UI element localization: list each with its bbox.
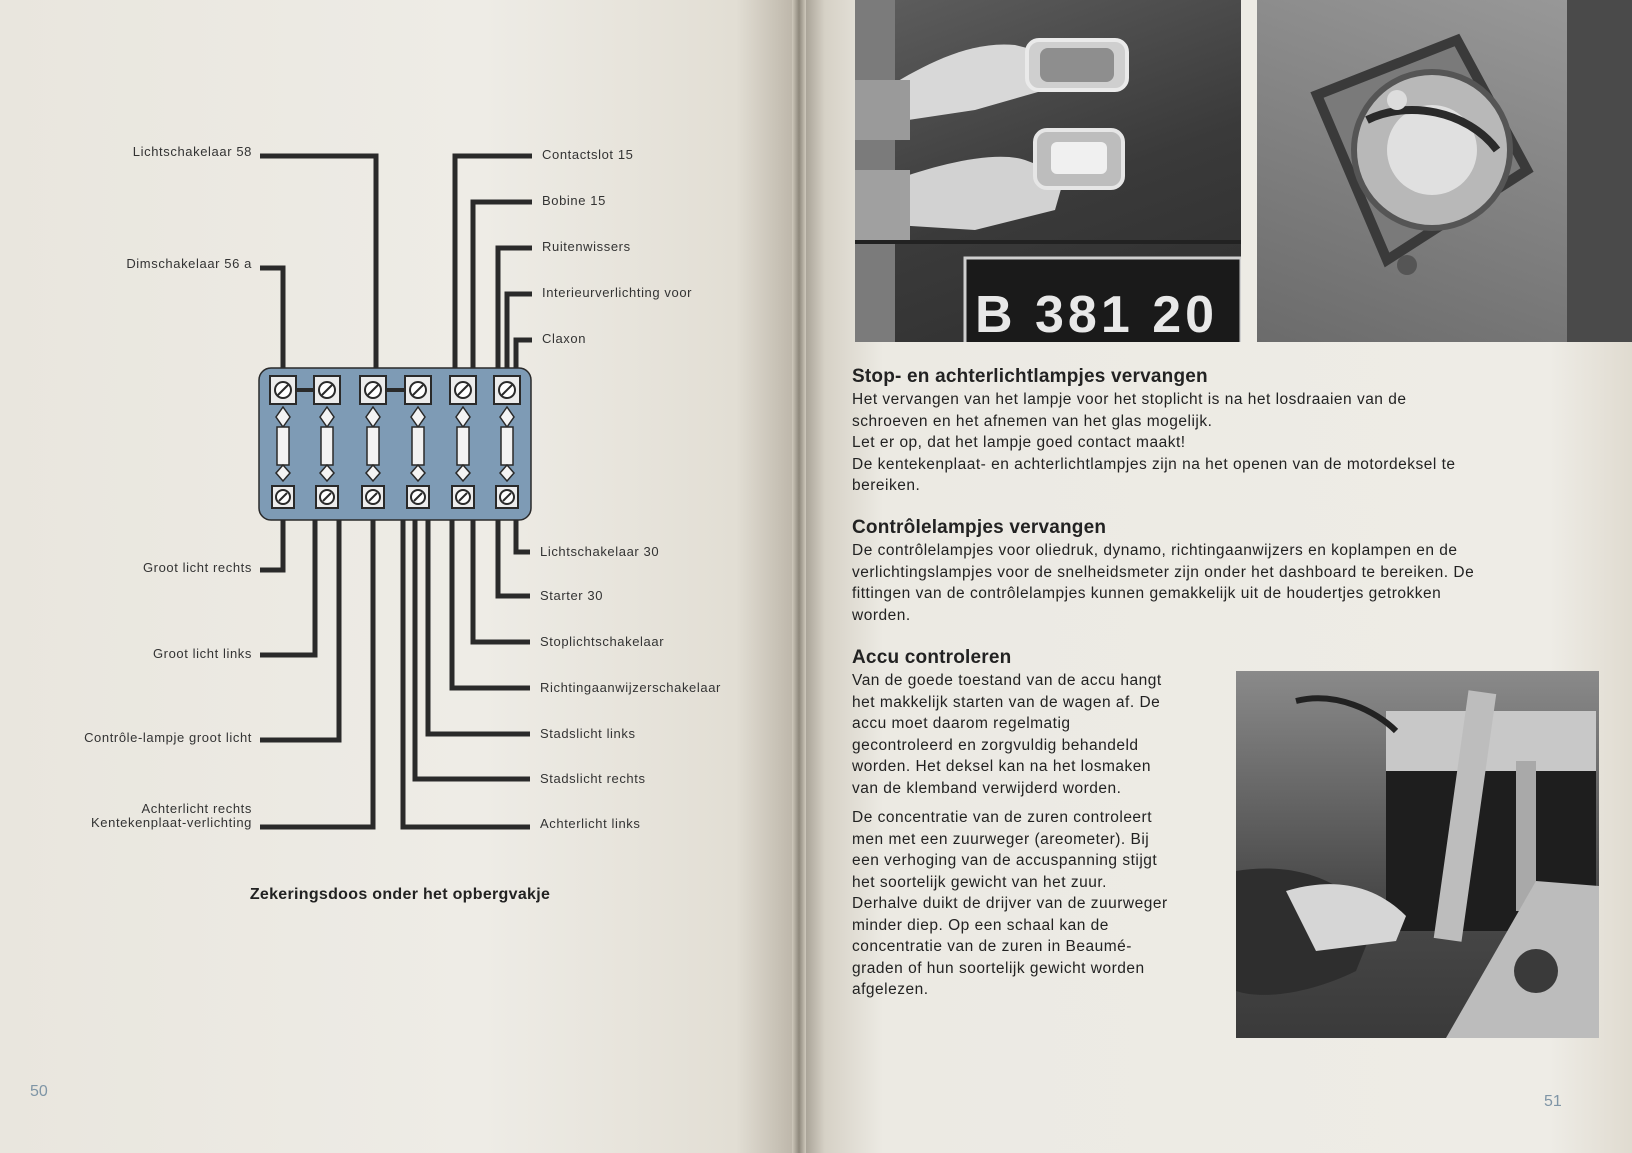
photo-battery bbox=[1236, 671, 1599, 1038]
book-gutter bbox=[792, 0, 806, 1153]
label-controle-lampje: Contrôle-lampje groot licht bbox=[84, 730, 252, 745]
label-achterlicht-links: Achterlicht links bbox=[540, 816, 641, 831]
paragraph: De kentekenplaat- en achterlichtlampjes zijn na het openen van de motordeksel te bereiken. bbox=[852, 455, 1456, 494]
label-ruitenwissers: Ruitenwissers bbox=[542, 239, 631, 254]
label-groot-licht-links: Groot licht links bbox=[152, 646, 252, 661]
label-stadslicht-links: Stadslicht links bbox=[540, 726, 636, 741]
right-page bbox=[800, 0, 1632, 1153]
fuse-box-diagram bbox=[0, 0, 800, 880]
label-kentekenplaat: Kentekenplaat-verlichting bbox=[91, 815, 252, 830]
paragraph: De concentratie van de zuren controleert men met een zuurweger (areometer). Bij een verhoging van de accuspanning stijgt het soortelijk gewicht van het zuur. Derhalve duikt de drijver van de zuurweger minder diep. Op een schaal kan de concentratie van de zuren in Beaumé-graden of hun soortelijk gewicht worden afgelezen. bbox=[852, 809, 1168, 998]
label-dimschakelaar: Dimschakelaar 56 a bbox=[126, 256, 252, 271]
label-achterlicht-rechts: Achterlicht rechts bbox=[141, 801, 252, 816]
label-stoplichtschakelaar: Stoplichtschakelaar bbox=[540, 634, 665, 649]
section-stop-achterlicht bbox=[852, 365, 1484, 497]
wire-stoplicht bbox=[473, 508, 530, 642]
heading-accu: Accu controleren bbox=[852, 647, 1012, 668]
label-contactslot: Contactslot 15 bbox=[542, 147, 634, 162]
label-stadslicht-rechts: Stadslicht rechts bbox=[540, 771, 646, 786]
photo-stoplight-lamp bbox=[855, 0, 1241, 342]
wire-groot-licht-links bbox=[260, 508, 315, 655]
page-number-right: 51 bbox=[1544, 1093, 1562, 1110]
section-accu bbox=[852, 646, 1170, 1001]
label-claxon: Claxon bbox=[542, 331, 587, 346]
paragraph: Let er op, dat het lampje goed contact maakt! bbox=[852, 434, 1186, 451]
page-number-left: 50 bbox=[30, 1083, 48, 1100]
section-controlelampjes bbox=[852, 516, 1484, 626]
label-richtingaanwijzer: Richtingaanwijzerschakelaar bbox=[540, 680, 721, 695]
label-groot-licht-rechts: Groot licht rechts bbox=[142, 560, 252, 575]
heading-controlelampjes: Contrôlelampjes vervangen bbox=[852, 517, 1107, 538]
diagram-caption: Zekeringsdoos onder het opbergvakje bbox=[249, 886, 551, 903]
label-starter: Starter 30 bbox=[540, 588, 604, 603]
paragraph: Het vervangen van het lampje voor het stoplicht is na het losdraaien van de schroeven en het afnemen van het glas mogelijk. bbox=[852, 391, 1407, 430]
label-bobine: Bobine 15 bbox=[542, 193, 606, 208]
photo-speedometer-lamp bbox=[1257, 0, 1632, 342]
license-plate-text: B 381 20 bbox=[975, 286, 1219, 342]
wire-controle-lampje bbox=[260, 508, 339, 740]
wire-contactslot bbox=[455, 156, 532, 385]
label-interieurverlichting: Interieurverlichting voor bbox=[542, 285, 693, 300]
paragraph: Van de goede toestand van de accu hangt het makkelijk starten van de wagen af. De accu moet daarom regelmatig gecontroleerd en zorgvuldig behandeld worden. Het deksel kan na het losmaken van de klemband verwijderd worden. bbox=[852, 672, 1162, 797]
heading-stop-achterlicht: Stop- en achterlichtlampjes vervangen bbox=[852, 366, 1208, 387]
label-lichtschakelaar-30: Lichtschakelaar 30 bbox=[540, 544, 660, 559]
label-lichtschakelaar-58: Lichtschakelaar 58 bbox=[132, 144, 252, 159]
left-page bbox=[0, 0, 800, 1153]
paragraph: De contrôlelampjes voor oliedruk, dynamo, richtingaanwijzers en koplampen en de verlichtingslampjes voor de snelheidsmeter zijn onder het dashboard te bereiken. De fittingen van de contrôlelampjes kunnen gemakkelijk uit de houdertjes getrokken worden. bbox=[852, 542, 1475, 624]
